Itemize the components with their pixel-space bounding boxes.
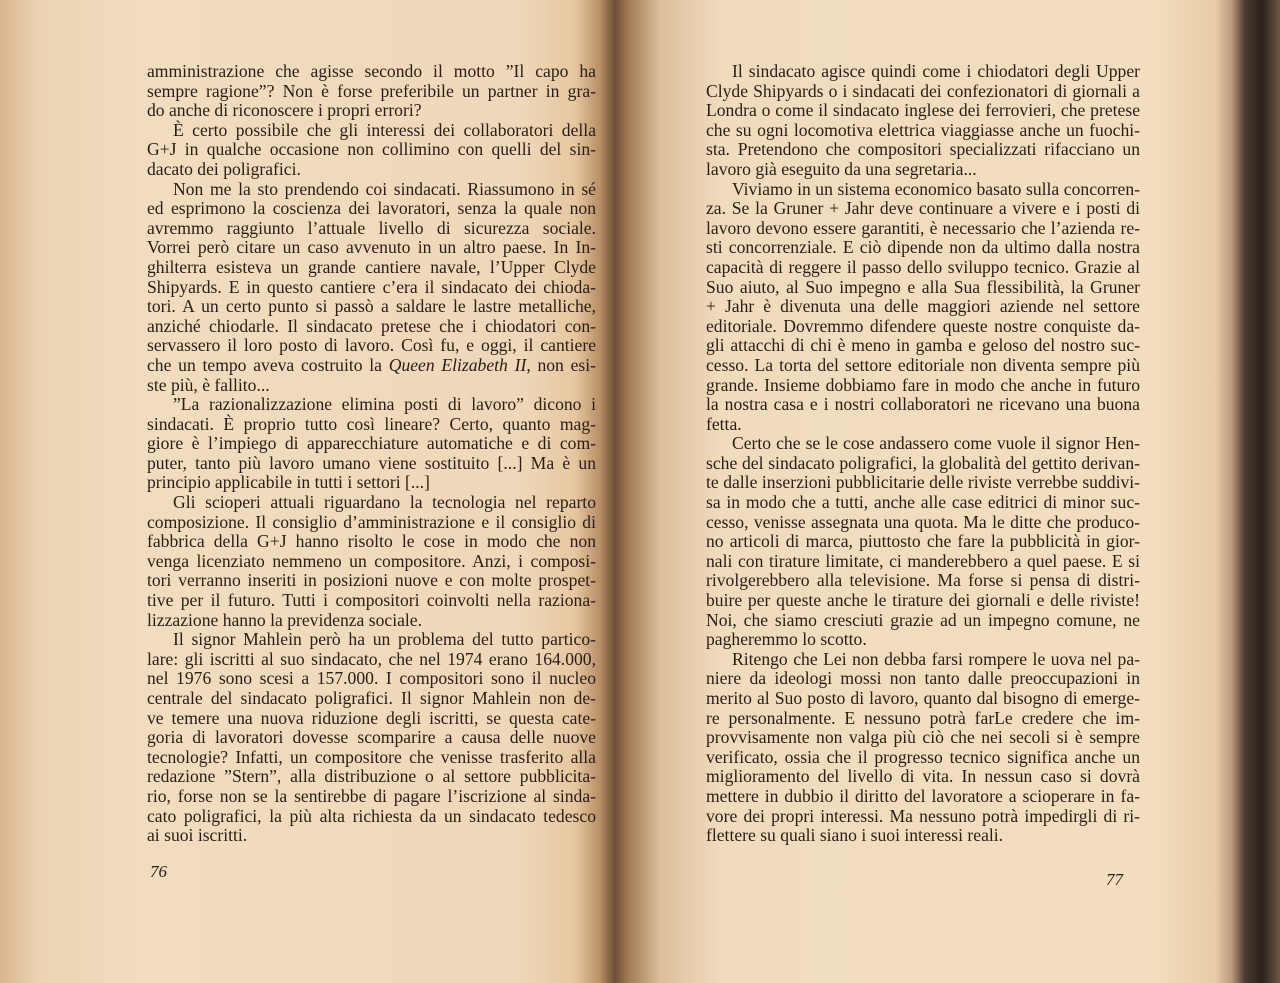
italic-title: Queen Elizabeth II bbox=[388, 354, 527, 375]
text-line: cesso, venisse assegnata una quota. Ma le ditte che produco- bbox=[706, 511, 1140, 532]
text-line: pagheremmo lo scotto. bbox=[706, 629, 867, 650]
text-line: tori verranno inseriti in posizioni nuove e con molte prospet- bbox=[147, 570, 596, 591]
text-line: ai suoi iscritti. bbox=[147, 825, 248, 846]
text-line: lavoro devono essere garantiti, è necessario che l’azienda re- bbox=[706, 217, 1140, 238]
text-line: Suo aiuto, al Suo impegno e alla Sua flessibilità, la Gruner bbox=[706, 276, 1140, 297]
text-line: Viviamo in un sistema economico basato sulla concorren- bbox=[732, 178, 1140, 199]
text-line: nel 1976 sono scesi a 157.000. I compositori sono il nucleo bbox=[147, 668, 596, 689]
text-line: fetta. bbox=[706, 413, 742, 434]
text-line: sti concorrenziale. E ciò dipende non da ultimo dalla nostra bbox=[706, 237, 1140, 258]
text-line: amministrazione che agisse secondo il motto ”Il capo ha bbox=[147, 61, 596, 81]
text-line: tori. A un certo punto si passò a saldare le lastre metalliche, bbox=[147, 296, 596, 317]
text-line: cato poligrafici, la più alta richiesta da un sindacato tedesco bbox=[147, 805, 596, 826]
text-line: buire per queste anche le tirature dei giornali e delle riviste! bbox=[706, 590, 1140, 611]
page-number-left: 76 bbox=[150, 862, 167, 881]
text-line: sa in modo che a tutti, anche alle case editrici di minor suc- bbox=[706, 492, 1140, 513]
text-segment: , non esi- bbox=[526, 354, 596, 375]
text-line: mettere in dubbio il diritto del lavoratore a scioperare in fa- bbox=[706, 785, 1140, 806]
text-line: sche del sindacato poligrafici, la globalità del gettito derivan- bbox=[706, 452, 1140, 473]
text-line: Vorrei però citare un caso avvenuto in un altro paese. In In- bbox=[147, 237, 596, 258]
text-line: miglioramento del livello di vita. In nessun caso si dovrà bbox=[706, 766, 1140, 787]
text-line: lare: gli iscritti al suo sindacato, che nel 1974 erano 164.000, bbox=[147, 648, 596, 669]
text-line: Ritengo che Lei non debba farsi rompere le uova nel pa- bbox=[732, 648, 1140, 669]
text-line: za. Se la Gruner + Jahr deve continuare a vivere e i posti di bbox=[706, 198, 1140, 219]
text-line: niere da ideologi mossi non tanto dalle preoccupazioni in bbox=[706, 668, 1140, 689]
text-line: vore dei propri interessi. Ma nessuno potrà impedirgli di ri- bbox=[706, 805, 1140, 826]
text-line: no articoli di marca, piuttosto che fare la pubblicità in gior- bbox=[706, 531, 1140, 552]
text-line: merito al Suo posto di lavoro, quanto dal bisogno di emerge- bbox=[706, 688, 1140, 708]
text-line: principio applicabile in tutti i settori [...] bbox=[147, 472, 430, 493]
text-line bbox=[147, 356, 596, 376]
text-line: flettere su quali siano i suoi interessi reali. bbox=[706, 825, 1004, 846]
text-line: sempre ragione”? Non è forse preferibile un partner in gra- bbox=[147, 80, 596, 101]
text-line: lizzazione hanno la previdenza sociale. bbox=[147, 609, 423, 630]
text-line: ve temere una nuova riduzione degli iscritti, se questa cate- bbox=[147, 707, 596, 728]
text-line: anziché chiodarle. Il sindacato pretese che i chiodatori con- bbox=[147, 315, 596, 336]
right-page-text bbox=[706, 62, 1140, 846]
text-line: ed esprimono la coscienza dei lavoratori, senza la quale non bbox=[147, 198, 596, 219]
text-line: servassero il loro posto di lavoro. Così fu, e oggi, il cantiere bbox=[147, 335, 596, 356]
text-line: editoriale. Dovremmo difendere queste nostre conquiste da- bbox=[706, 315, 1140, 336]
text-line: la nostra casa e i nostri collaboratori ne ricevano una buona bbox=[706, 394, 1140, 415]
text-line: venga licenziato nemmeno un compositore. Anzi, i composi- bbox=[147, 550, 596, 571]
text-line: do anche di riconoscere i propri errori? bbox=[147, 100, 422, 121]
text-line: Certo che se le cose andassero come vuole il signor Hen- bbox=[732, 433, 1140, 454]
text-line: grande. Insieme dobbiamo fare in modo che anche in futuro bbox=[706, 374, 1140, 395]
text-segment: che un tempo aveva costruito la bbox=[147, 354, 389, 375]
text-line: tive per il futuro. Tutti i compositori coinvolti nella raziona- bbox=[147, 590, 596, 611]
text-line: nali con tirature limitate, ci manderebbero a quel paese. E si bbox=[706, 550, 1140, 571]
text-line: centrale del sindacato poligrafici. Il signor Mahlein non de- bbox=[147, 688, 596, 708]
text-line: composizione. Il consiglio d’amministrazione e il consiglio di bbox=[147, 511, 596, 532]
text-line: G+J in qualche occasione non collimino con quelli del sin- bbox=[147, 139, 596, 160]
text-line: verificato, ossia che il progresso tecnico significa anche un bbox=[706, 746, 1140, 767]
text-line: sta. Pretendono che compositori specializzati rifacciano un bbox=[706, 139, 1140, 160]
text-line: goria di lavoratori dovesse scomparire a causa delle nuove bbox=[147, 727, 596, 748]
text-line: te dalle inserzioni pubblicitarie delle riviste verrebbe suddivi- bbox=[706, 472, 1140, 493]
text-line: ste più, è fallito... bbox=[147, 374, 270, 395]
text-line: Il signor Mahlein però ha un problema del tutto partico- bbox=[173, 629, 596, 650]
text-line: + Jahr è divenuta una delle maggiori aziende nel settore bbox=[706, 296, 1140, 317]
text-line: lavoro già eseguito da una segretaria... bbox=[706, 158, 977, 179]
text-line: capacità di reggere il passo dello sviluppo tecnico. Grazie al bbox=[706, 256, 1140, 277]
text-line: Non me la sto prendendo coi sindacati. Riassumono in sé bbox=[173, 178, 596, 199]
text-line: È certo possibile che gli interessi dei collaboratori della bbox=[173, 119, 596, 140]
text-line: giore è l’impiego di apparecchiature automatiche e di com- bbox=[147, 433, 596, 454]
left-page-text bbox=[147, 62, 596, 846]
page-number-right: 77 bbox=[1106, 870, 1123, 889]
text-line: dacato dei poligrafici. bbox=[147, 158, 301, 179]
text-line: rivolgerebbero alla televisione. Ma forse si pensa di distri- bbox=[706, 570, 1140, 591]
text-line: fabbrica della G+J hanno risolto le cose in modo che non bbox=[147, 531, 596, 552]
text-line: ”La razionalizzazione elimina posti di lavoro” dicono i bbox=[173, 394, 596, 415]
text-line: re personalmente. E nessuno potrà farLe credere che im- bbox=[706, 707, 1140, 728]
text-line: Londra o come il sindacato inglese dei ferrovieri, che pretese bbox=[706, 100, 1140, 121]
text-line: redazione ”Stern”, alla distribuzione o al settore pubblicita- bbox=[147, 766, 596, 787]
text-line: che su ogni locomotiva elettrica viaggiasse anche un fuochi- bbox=[706, 119, 1140, 140]
text-line: avremmo raggiunto l’attuale livello di sicurezza sociale. bbox=[147, 217, 596, 238]
text-line: Gli scioperi attuali riguardano la tecnologia nel reparto bbox=[173, 492, 596, 513]
text-line: ghilterra esisteva un grande cantiere navale, l’Upper Clyde bbox=[147, 256, 596, 277]
text-line: provvisamente non valga più ciò che nei secoli si è sempre bbox=[706, 727, 1140, 748]
text-line: gli attacchi di chi è meno in gamba e geloso del nostro suc- bbox=[706, 335, 1140, 356]
text-line: Clyde Shipyards o i sindacati dei confezionatori di giornali a bbox=[706, 80, 1140, 101]
text-line: sindacati. È proprio tutto così lineare? Certo, quanto mag- bbox=[147, 413, 596, 434]
text-line: rio, forse non se la sentirebbe di pagare l’iscrizione al sinda- bbox=[147, 785, 596, 806]
text-line: cesso. La torta del settore editoriale non diventa sempre più bbox=[706, 354, 1140, 375]
text-line: Shipyards. E in questo cantiere c’era il sindacato dei chioda- bbox=[147, 276, 596, 297]
text-line: tecnologie? Infatti, un compositore che venisse trasferito alla bbox=[147, 746, 596, 767]
text-line: puter, tanto più lavoro umano viene sostituito [...] Ma è un bbox=[147, 452, 596, 473]
text-line: Noi, che siamo cresciuti grazie ad un impegno comune, ne bbox=[706, 609, 1140, 630]
text-line: Il sindacato agisce quindi come i chiodatori degli Upper bbox=[732, 61, 1140, 81]
